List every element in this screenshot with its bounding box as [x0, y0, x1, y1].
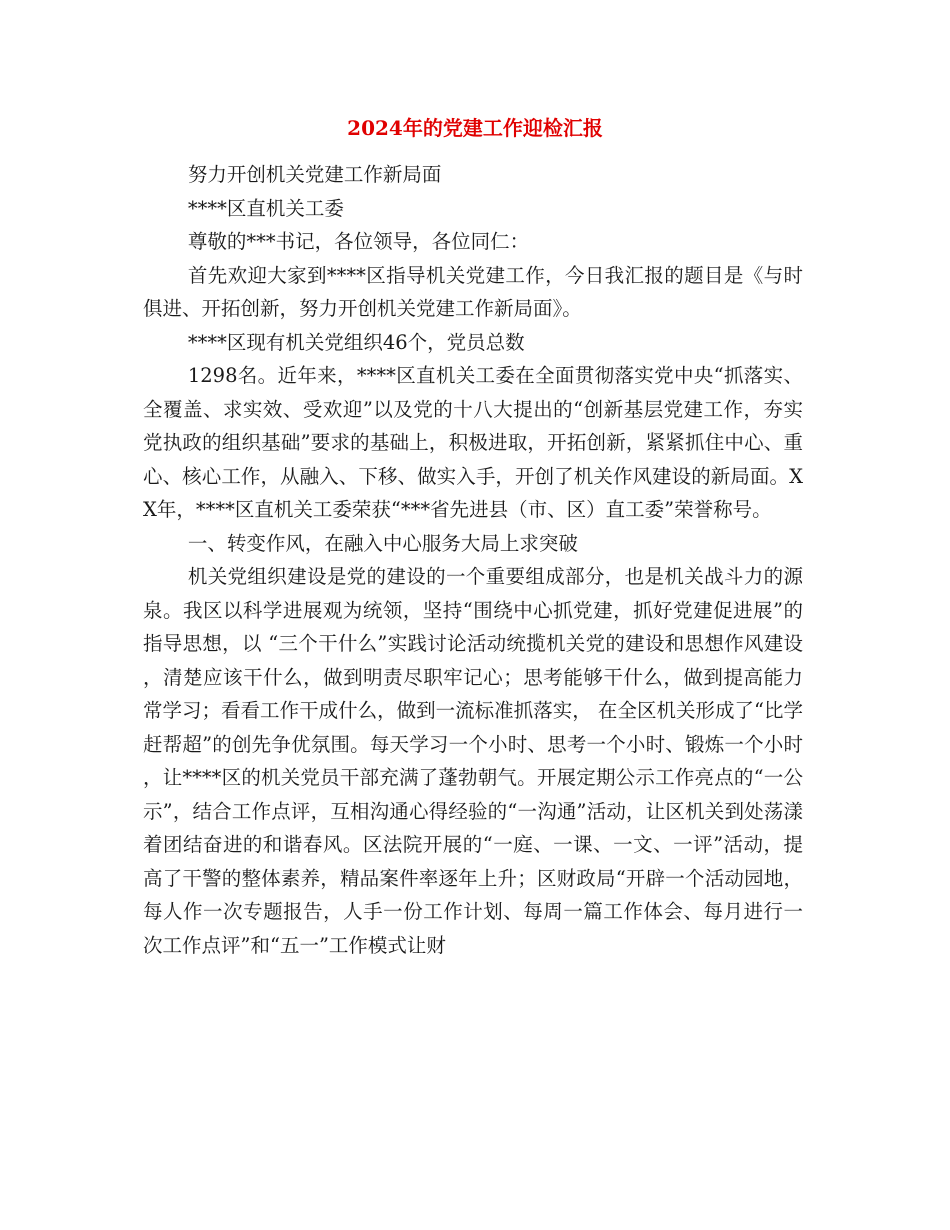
document-title: 2024年的党建工作迎检汇报 [347, 116, 603, 140]
overview-paragraph: 1298名。近年来，****区直机关工委在全面贯彻落实党中央“抓落实、全覆盖、求实效、受欢迎”以及党的十八大提出的“创新基层党建工作，夯实党执政的组织基础”要求的基础上，积极进取，开拓创新，紧紧抓住中心、重心、核心工作，从融入、下移、做实入手，开创了机关作风建设的新局面。XX年，****区直机关工委荣获“***省先进县（市、区）直工委”荣誉称号。 [143, 364, 803, 521]
salutation-paragraph: 尊敬的***书记，各位领导，各位同仁： [187, 230, 530, 253]
intro-paragraph: 首先欢迎大家到****区指导机关党建工作，今日我汇报的题目是《与时俱进、开拓创新，努力开创机关党建工作新局面》。 [143, 263, 803, 320]
party-org-count-paragraph: ****区现有机关党组织46个，党员总数 [187, 330, 525, 354]
section-1-body-paragraph: 机关党组织建设是党的建设的一个重要组成部分，也是机关战斗力的源泉。我区以科学进展观为统领，坚持“围绕中心抓党建，抓好党建促进展”的指导思想，以 “三个干什么”实践讨论活动统揽机关党的建设和思想作风建设，清楚应该干什么，做到明责尽职牢记心；思考能够干什么，做到提高能力常学习；看看工作干成什么，做到一流标准抓落实， 在全区机关形成了“比学赶帮超”的创先争优氛围。每天学习一个小时、思考一个小时、锻炼一个小时，让****区的机关党员干部充满了蓬勃朝气。开展定期公示工作亮点的“一公示”，结合工作点评，互相沟通心得经验的“一沟通”活动，让区机关到处荡漾着团结奋进的和谐春风。区法院开展的“一庭、一课、一文、一评”活动，提高了干警的整体素养，精品案件率逐年上升；区财政局“开辟一个活动园地，每人作一次专题报告，人手一份工作计划、每周一篇工作体会、每月进行一次工作点评”和“五一”工作模式让财 [143, 565, 803, 957]
subtitle-paragraph: 努力开创机关党建工作新局面 [187, 163, 442, 186]
author-paragraph: ****区直机关工委 [187, 196, 344, 220]
document-body [143, 158, 803, 962]
section-heading-1: 一、转变作风，在融入中心服务大局上求突破 [187, 531, 578, 555]
